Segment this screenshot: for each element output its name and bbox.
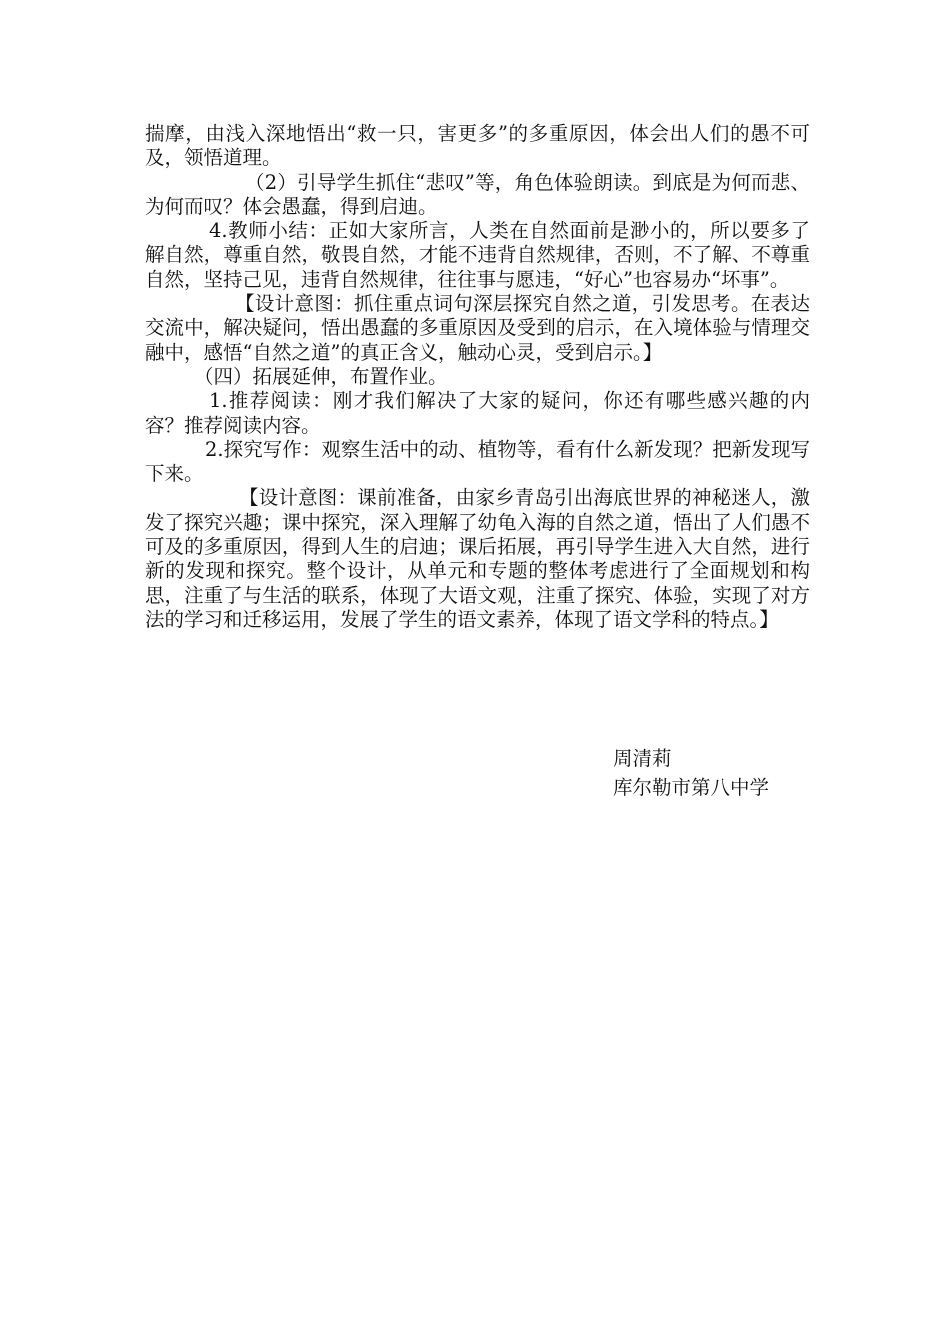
paragraph-guide-reading: （2）引导学生抓住“悲叹”等，角色体验朗读。到底是为何而悲、为何而叹？体会愚蠢，得到启迪。 (145, 170, 810, 218)
signature-block (613, 744, 769, 802)
paragraph-recommended-reading: 1.推荐阅读：刚才我们解决了大家的疑问，你还有哪些感兴趣的内容？推荐阅读内容。 (145, 389, 810, 437)
paragraph-design-intent-2: 【设计意图：课前准备，由家乡青岛引出海底世界的神秘迷人，激发了探究兴趣；课中探究，深入理解了幼龟入海的自然之道，悟出了人们愚不可及的多重原因，得到人生的启迪；课后拓展，再引导学生进入大自然，进行新的发现和探究。整个设计，从单元和专题的整体考虑进行了全面规划和构思，注重了与生活的联系，体现了大语文观，注重了探究、体验，实现了对方法的学习和迁移运用，发展了学生的语文素养，体现了语文学科的特点。】 (145, 486, 810, 631)
paragraph-inquiry-writing: 2.探究写作：观察生活中的动、植物等，看有什么新发现？把新发现写下来。 (145, 437, 810, 486)
paragraph-design-intent-1: 【设计意图：抓住重点词句深层探究自然之道，引发思考。在表达交流中，解决疑问，悟出愚蠢的多重原因及受到的启示，在入境体验与情理交融中，感悟“自然之道”的真正含义，触动心灵，受到启示。】 (145, 292, 810, 364)
paragraph-continuation: 揣摩，由浅入深地悟出“救一只，害更多”的多重原因，体会出人们的愚不可及，领悟道理。 (145, 122, 810, 170)
section-heading-extension: （四）拓展延伸，布置作业。 (194, 364, 448, 388)
school-name: 库尔勒市第八中学 (613, 776, 770, 799)
paragraph-teacher-summary: 4.教师小结：正如大家所言，人类在自然面前是渺小的，所以要多了解自然，尊重自然，敬畏自然，才能不违背自然规律，否则，不了解、不尊重自然，坚持己见，违背自然规律，往往事与愿违，“好心”也容易办“坏事”。 (145, 219, 810, 291)
document-body (145, 122, 810, 632)
author-name: 周清莉 (613, 747, 672, 770)
